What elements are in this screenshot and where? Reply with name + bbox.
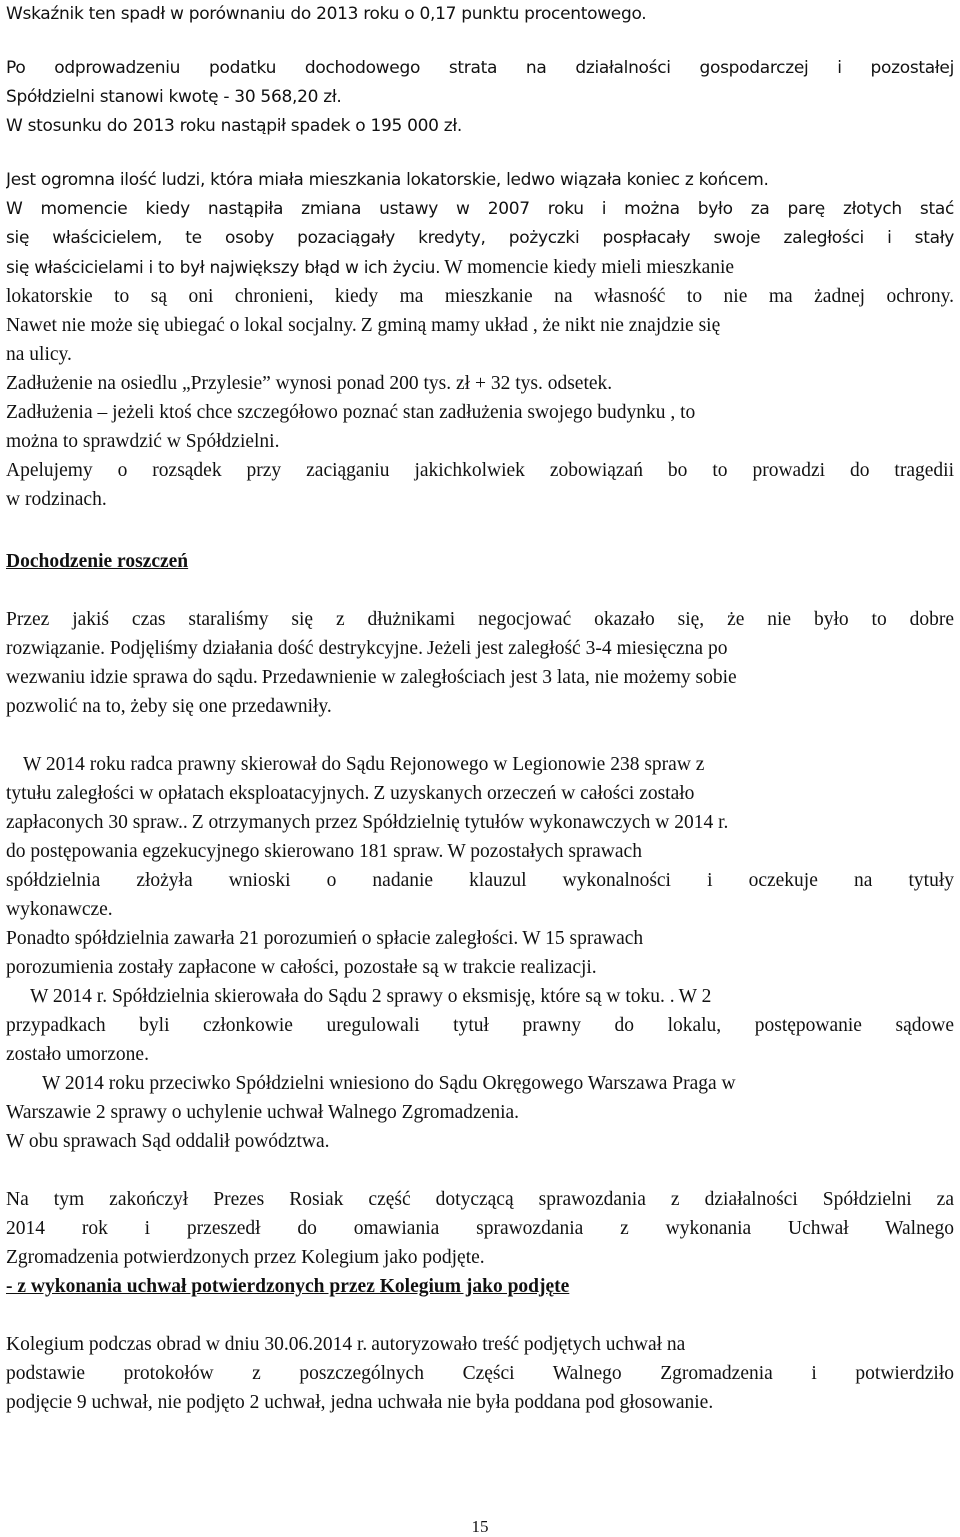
- text-line: W 2014 roku radca prawny skierował do Sądu Rejonowego w Legionowie 238 spraw z: [23, 754, 705, 775]
- text-segment: W momencie kiedy mieli mieszkanie: [444, 257, 735, 278]
- text-line: lokatorskie to są oni chronieni, kiedy ma mieszkanie na własność to nie ma żadnej ochrony.: [6, 286, 954, 307]
- section-heading: Dochodzenie roszczeń: [6, 551, 189, 572]
- text-line: można to sprawdzić w Spółdzielni.: [6, 431, 280, 452]
- text-line: przypadkach byli członkowie uregulowali tytuł prawny do lokalu, postępowanie sądowe: [6, 1015, 954, 1036]
- text-line: zostało umorzone.: [6, 1044, 149, 1065]
- text-line: [6, 634, 954, 664]
- text-segment: wezwaniu idzie sprawa do sądu.: [6, 667, 258, 688]
- text-line: się właścicielem, te osoby pozaciągały kredyty, pożyczki pospłacały swoje zaległości i stały: [6, 228, 954, 248]
- text-line: W momencie kiedy nastąpiła zmiana ustawy w 2007 roku i można było za parę złotych stać: [6, 199, 954, 219]
- page-number: 15: [471, 1517, 489, 1536]
- text-line: Zadłużenia – jeżeli ktoś chce szczegółowo poznać stan zadłużenia swojego budynku , to: [6, 402, 696, 423]
- text-segment: się właścicielami i to był największy błąd w ich życiu.: [6, 258, 441, 278]
- text-line: [6, 808, 954, 838]
- text-line: Apelujemy o rozsądek przy zaciąganiu jakichkolwiek zobowiązań bo to prowadzi do tragedii: [6, 460, 954, 481]
- text-line: Warszawie 2 sprawy o uchylenie uchwał Walnego Zgromadzenia.: [6, 1102, 520, 1123]
- text-line: na ulicy.: [6, 344, 72, 365]
- text-segment: Jeżeli jest zaległość 3-4 miesięczna po: [426, 638, 728, 659]
- text-line: [6, 663, 954, 693]
- text-line: podjęcie 9 uchwał, nie podjęto 2 uchwał, jedna uchwała nie była poddana pod głosowanie.: [6, 1392, 714, 1413]
- text-line: Jest ogromna ilość ludzi, która miała mieszkania lokatorskie, ledwo wiązała koniec z końcem.: [6, 170, 769, 190]
- text-line: Spółdzielni stanowi kwotę - 30 568,20 zł.: [6, 87, 342, 107]
- text-segment: W 2014 r. Spółdzielnia skierowała do Sądu 2 sprawy o eksmisję, które są w toku. .: [30, 986, 675, 1007]
- text-line: [6, 1330, 954, 1360]
- text-segment: rozwiązanie. Podjęliśmy działania dość destrykcyjne.: [6, 638, 423, 659]
- text-line: [6, 837, 954, 867]
- text-segment: W pozostałych sprawach: [447, 841, 642, 862]
- text-line: Przez jakiś czas staraliśmy się z dłużnikami negocjować okazało się, że nie było to dobre: [6, 609, 954, 630]
- text-segment: Z gminą mamy układ , że nikt nie znajdzie się: [360, 315, 721, 336]
- text-line: W stosunku do 2013 roku nastąpił spadek o 195 000 zł.: [6, 116, 463, 136]
- text-line: Wskaźnik ten spadł w porównaniu do 2013 roku o 0,17 punktu procentowego.: [6, 4, 647, 24]
- text-segment: zapłaconych 30 spraw..: [6, 812, 188, 833]
- text-line: Zgromadzenia potwierdzonych przez Kolegium jako podjęte.: [6, 1247, 485, 1268]
- section-heading: - z wykonania uchwał potwierdzonych przez Kolegium jako podjęte: [6, 1276, 570, 1297]
- text-segment: Kolegium podczas obrad w dniu 30.06.2014 r.: [6, 1334, 368, 1355]
- text-line: [6, 924, 954, 954]
- text-line: Zadłużenie na osiedlu „Przylesie” wynosi ponad 200 tys. zł + 32 tys. odsetek.: [6, 373, 613, 394]
- text-line: spółdzielnia złożyła wnioski o nadanie klauzul wykonalności i oczekuje na tytuły: [6, 870, 954, 891]
- text-line: W obu sprawach Sąd oddalił powództwa.: [6, 1131, 330, 1152]
- text-line: [6, 779, 954, 809]
- text-line: [6, 311, 954, 341]
- text-line: porozumienia zostały zapłacone w całości, pozostałe są w trakcie realizacji.: [6, 957, 597, 978]
- text-segment: do postępowania egzekucyjnego skierowano 181 spraw.: [6, 841, 444, 862]
- text-segment: Przedawnienie w zaległościach jest 3 lata, nie możemy sobie: [261, 667, 737, 688]
- text-line: Po odprowadzeniu podatku dochodowego strata na działalności gospodarczej i pozostałej: [6, 58, 954, 78]
- text-line: w rodzinach.: [6, 489, 107, 510]
- text-line: Na tym zakończył Prezes Rosiak część dotyczącą sprawozdania z działalności Spółdzielni za: [6, 1189, 954, 1210]
- text-line: pozwolić na to, żeby się one przedawniły.: [6, 696, 332, 717]
- text-segment: Nawet nie może się ubiegać o lokal socjalny.: [6, 315, 357, 336]
- text-segment: W 15 sprawach: [522, 928, 644, 949]
- text-segment: autoryzowało treść podjętych uchwał na: [371, 1334, 686, 1355]
- text-segment: W 2: [678, 986, 712, 1007]
- text-line: wykonawcze.: [6, 899, 113, 920]
- text-segment: Ponadto spółdzielnia zawarła 21 porozumień o spłacie zaległości.: [6, 928, 519, 949]
- text-line: 2014 rok i przeszedł do omawiania sprawozdania z wykonania Uchwał Walnego: [6, 1218, 954, 1239]
- text-segment: Z uzyskanych orzeczeń w całości zostało: [373, 783, 695, 804]
- text-segment: tytułu zaległości w opłatach eksploatacyjnych.: [6, 783, 370, 804]
- text-line: podstawie protokołów z poszczególnych Części Walnego Zgromadzenia i potwierdziło: [6, 1363, 954, 1384]
- text-line: [6, 253, 954, 283]
- text-line: W 2014 roku przeciwko Spółdzielni wniesiono do Sądu Okręgowego Warszawa Praga w: [42, 1073, 736, 1094]
- text-segment: Z otrzymanych przez Spółdzielnię tytułów wykonawczych w 2014 r.: [191, 812, 729, 833]
- text-line: [6, 982, 954, 1012]
